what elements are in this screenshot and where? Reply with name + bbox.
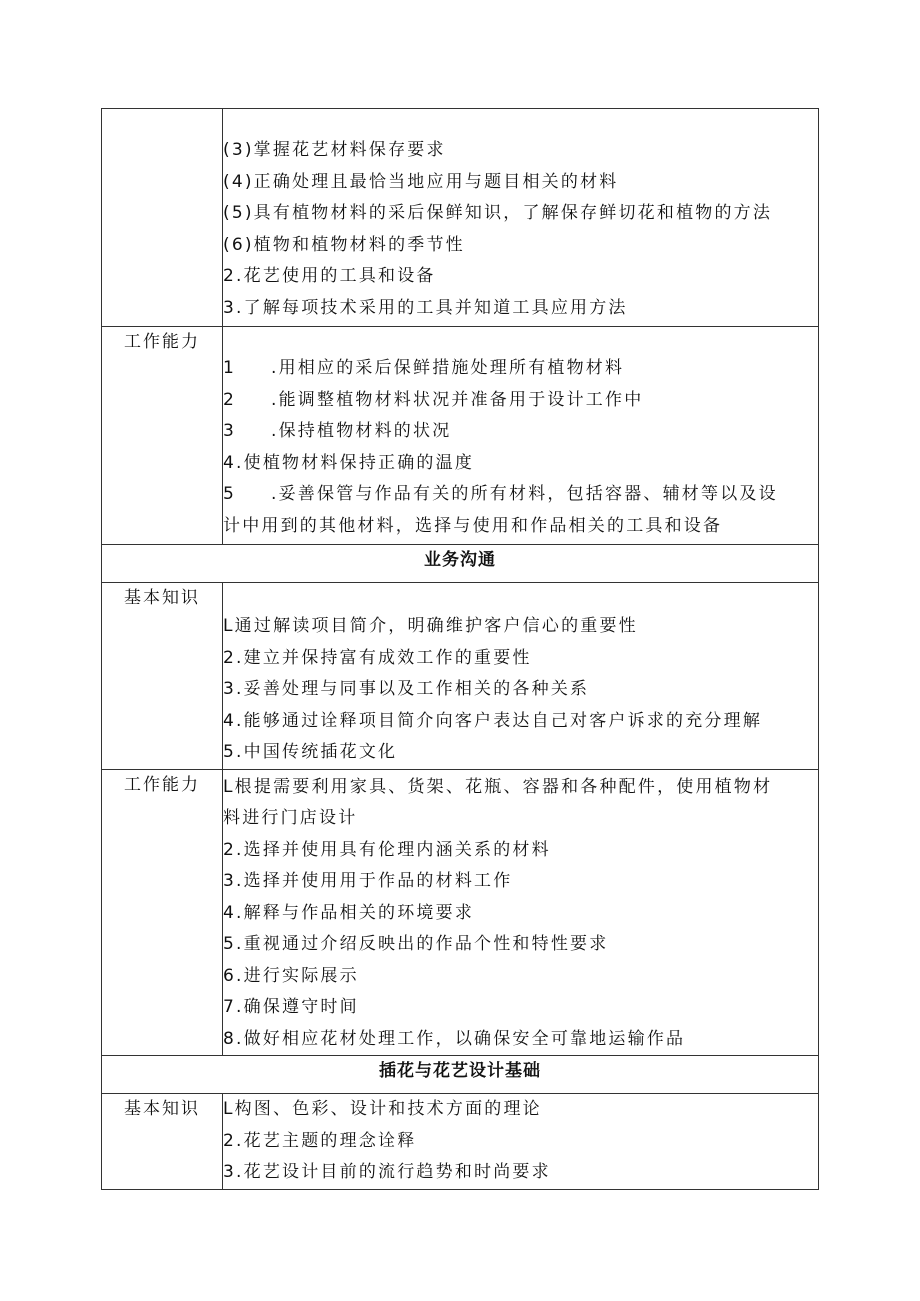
table-row <box>102 1056 819 1094</box>
section-heading: 插花与花艺设计基础 <box>102 1056 819 1094</box>
row-label: 工作能力 <box>102 769 223 1056</box>
row-content <box>223 769 819 1056</box>
item-number: 2 <box>223 389 234 410</box>
list-item: 4.解释与作品相关的环境要求 <box>223 902 475 923</box>
list-item: 2.建立并保持富有成效工作的重要性 <box>223 647 532 668</box>
list-item: (6)植物和植物材料的季节性 <box>223 234 465 255</box>
list-item: 3.花艺设计目前的流行趋势和时尚要求 <box>223 1162 551 1182</box>
row-label: 基本知识 <box>102 1094 223 1190</box>
table-row <box>102 1094 819 1190</box>
item-text: .能调整植物材料状况并准备用于设计工作中 <box>271 389 644 410</box>
table-row <box>102 583 819 770</box>
row-content <box>223 327 819 545</box>
list-item: 3.妥善处理与同事以及工作相关的各种关系 <box>223 679 590 699</box>
list-item <box>223 416 818 448</box>
list-item: 计中用到的其他材料，选择与使用和作品相关的工具和设备 <box>223 515 723 536</box>
list-item: 5.重视通过介绍反映出的作品个性和特性要求 <box>223 934 609 954</box>
list-item <box>223 385 818 417</box>
list-item: 4.使植物材料保持正确的温度 <box>223 452 475 473</box>
table-row <box>102 769 819 1056</box>
list-item: 2.选择并使用具有伦理内涵关系的材料 <box>223 839 551 860</box>
list-item <box>223 353 818 385</box>
list-item: 3.了解每项技术采用的工具并知道工具应用方法 <box>223 297 628 318</box>
item-text: .妥善保管与作品有关的所有材料，包括容器、辅材等以及设 <box>271 484 778 504</box>
list-item <box>223 479 818 511</box>
list-item: 5.中国传统插花文化 <box>223 742 398 762</box>
row-label: 工作能力 <box>102 327 223 545</box>
row-label <box>102 109 223 327</box>
list-item: 2.花艺主题的理念诠释 <box>223 1130 417 1151</box>
row-content <box>223 109 819 327</box>
list-item: (4)正确处理且最恰当地应用与题目相关的材料 <box>223 171 619 192</box>
list-item: 7.确保遵守时间 <box>223 997 359 1017</box>
list-item: 3.选择并使用用于作品的材料工作 <box>223 871 513 891</box>
item-text: .用相应的采后保鲜措施处理所有植物材料 <box>271 358 625 378</box>
list-item: L通过解读项目简介，明确维护客户信心的重要性 <box>223 616 638 636</box>
row-content <box>223 1094 819 1190</box>
list-item: 6.进行实际展示 <box>223 965 359 986</box>
item-text: .保持植物材料的状况 <box>271 421 452 441</box>
competency-table <box>101 108 819 1190</box>
item-number: 5 <box>223 484 234 504</box>
item-number: 3 <box>223 421 234 441</box>
list-item: 料进行门店设计 <box>223 808 358 828</box>
list-item: L构图、色彩、设计和技术方面的理论 <box>223 1099 542 1119</box>
list-item: L根提需要利用家具、货架、花瓶、容器和各种配件，使用植物材 <box>223 776 773 797</box>
table-row <box>102 545 819 583</box>
table-row <box>102 327 819 545</box>
section-heading: 业务沟通 <box>102 545 819 583</box>
row-label: 基本知识 <box>102 583 223 770</box>
list-item: 8.做好相应花材处理工作，以确保安全可靠地运输作品 <box>223 1028 686 1049</box>
list-item: 4.能够通过诠释项目简介向客户表达自己对客户诉求的充分理解 <box>223 710 763 731</box>
row-content <box>223 583 819 770</box>
list-item: 2.花艺使用的工具和设备 <box>223 266 436 286</box>
table-row <box>102 109 819 327</box>
item-number: 1 <box>223 358 234 378</box>
list-item: (3)掌握花艺材料保存要求 <box>223 140 446 160</box>
list-item: (5)具有植物材料的采后保鲜知识，了解保存鲜切花和植物的方法 <box>223 203 773 223</box>
